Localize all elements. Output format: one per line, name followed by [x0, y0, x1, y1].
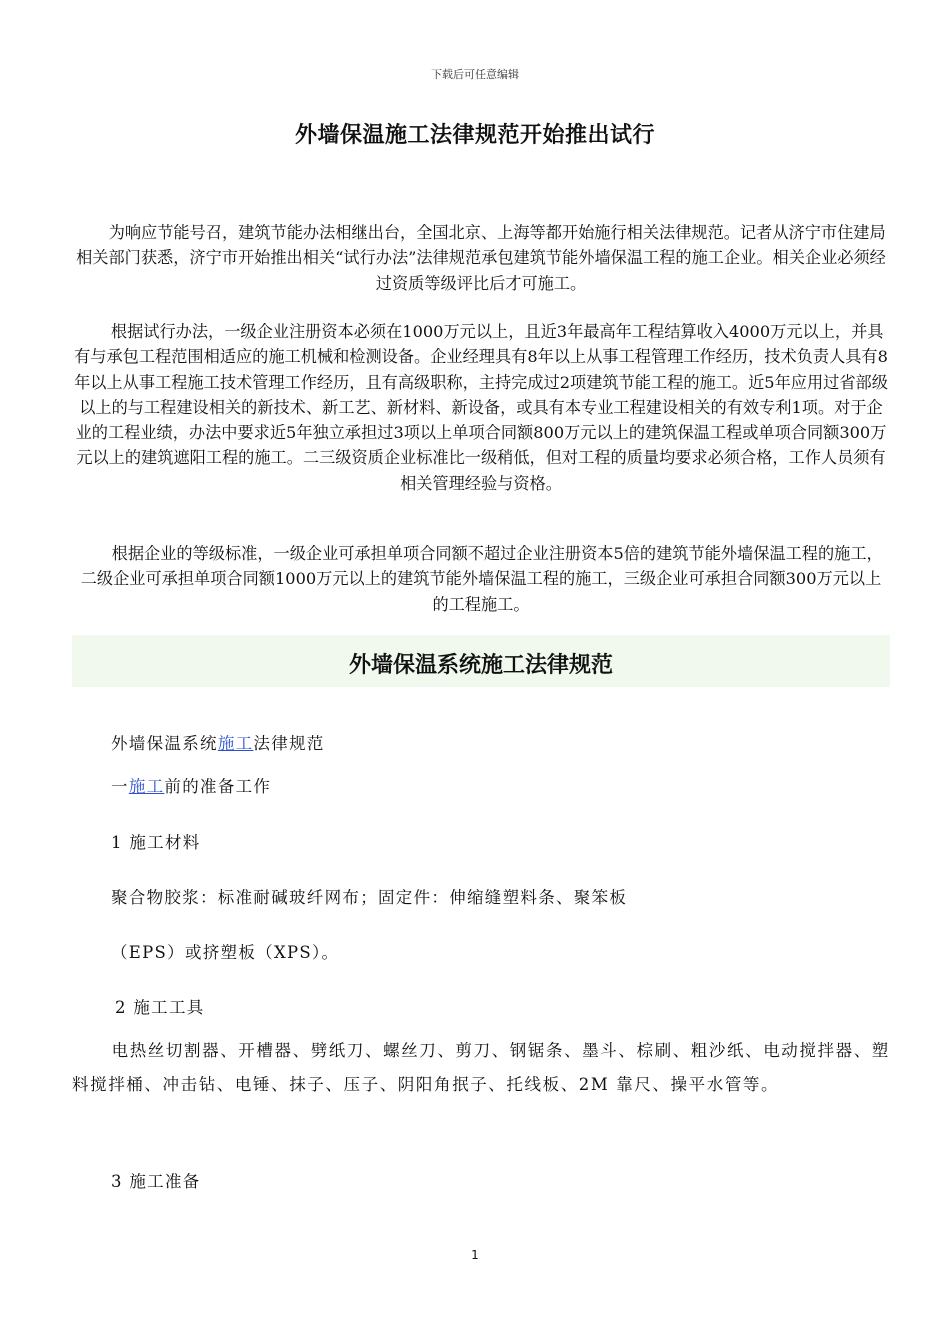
section-title: 外墙保温系统施工法律规范 [348, 653, 613, 678]
paragraph-trial-rules: 根据试行办法，一级企业注册资本必须在1000万元以上，且近3年最高年工程结算收入4000万元以上，并具有与承包工程范围相适应的施工机械和检测设备。企业经理具有8年以上从事工程管理工作经历，技术负责人具有8年以上从事工程施工技术管理工作经历，且有高级职称，主持完成过2项建筑节能工程的施工。近5年应用过省部级以上的与工程建设相关的新技术、新工艺、新材料、新设备，或具有本专业工程建设相关的有效专利1项。对于企业的工程业绩，办法中要求近5年独立承担过3项以上单项合同额800万元以上的建筑保温工程或单项合同额300万元以上的建筑遮阳工程的施工。二三级资质企业标准比一级稍低，但对工程的质量均要求必须合格，工作人员须有相关管理经验与资格。 [74, 322, 888, 493]
line-text: 外墙保温系统 [111, 734, 218, 753]
line-materials-list: 聚合物胶浆：标准耐碱玻纤网布；固定件：伸缩缝塑料条、聚笨板 [111, 888, 628, 907]
line-text: 法律规范 [253, 734, 325, 753]
page-title: 外墙保温施工法律规范开始推出试行 [294, 123, 655, 148]
header-note: 下载后可任意编辑 [431, 68, 519, 81]
construction-link[interactable]: 施工 [217, 734, 254, 753]
line-system-spec [111, 730, 325, 754]
page-number: 1 [471, 1248, 479, 1262]
construction-link[interactable]: 施工 [128, 777, 165, 796]
line-preparation-subheading: 3 施工准备 [111, 1172, 201, 1191]
line-preparation-heading [111, 773, 271, 797]
line-materials-list-cont: （EPS）或挤塑板（XPS）。 [111, 943, 340, 962]
tools-list: 电热丝切割器、开槽器、劈纸刀、螺丝刀、剪刀、钢锯条、墨斗、棕刷、粗沙纸、电动搅拌器、塑料搅拌桶、冲击钻、电锤、抹子、压子、阴阳角抿子、托线板、2M 靠尺、操平水管等。 [72, 1041, 890, 1094]
line-text: 前的准备工作 [164, 777, 272, 796]
line-materials-heading: 1 施工材料 [111, 833, 201, 852]
section-heading-band [72, 635, 890, 687]
paragraph-intro: 为响应节能号召，建筑节能办法相继出台，全国北京、上海等都开始施行相关法律规范。记者从济宁市住建局相关部门获悉，济宁市开始推出相关“试行办法”法律规范承包建筑节能外墙保温工程的施工企业。相关企业必须经过资质等级评比后才可施工。 [76, 223, 886, 293]
paragraph-grade-standards: 根据企业的等级标准，一级企业可承担单项合同额不超过企业注册资本5倍的建筑节能外墙保温工程的施工，二级企业可承担单项合同额1000万元以上的建筑节能外墙保温工程的施工，三级企业可承担合同额300万元以上的工程施工。 [80, 544, 883, 614]
line-tools-heading: 2 施工工具 [115, 998, 205, 1017]
line-text: 一 [111, 777, 129, 796]
